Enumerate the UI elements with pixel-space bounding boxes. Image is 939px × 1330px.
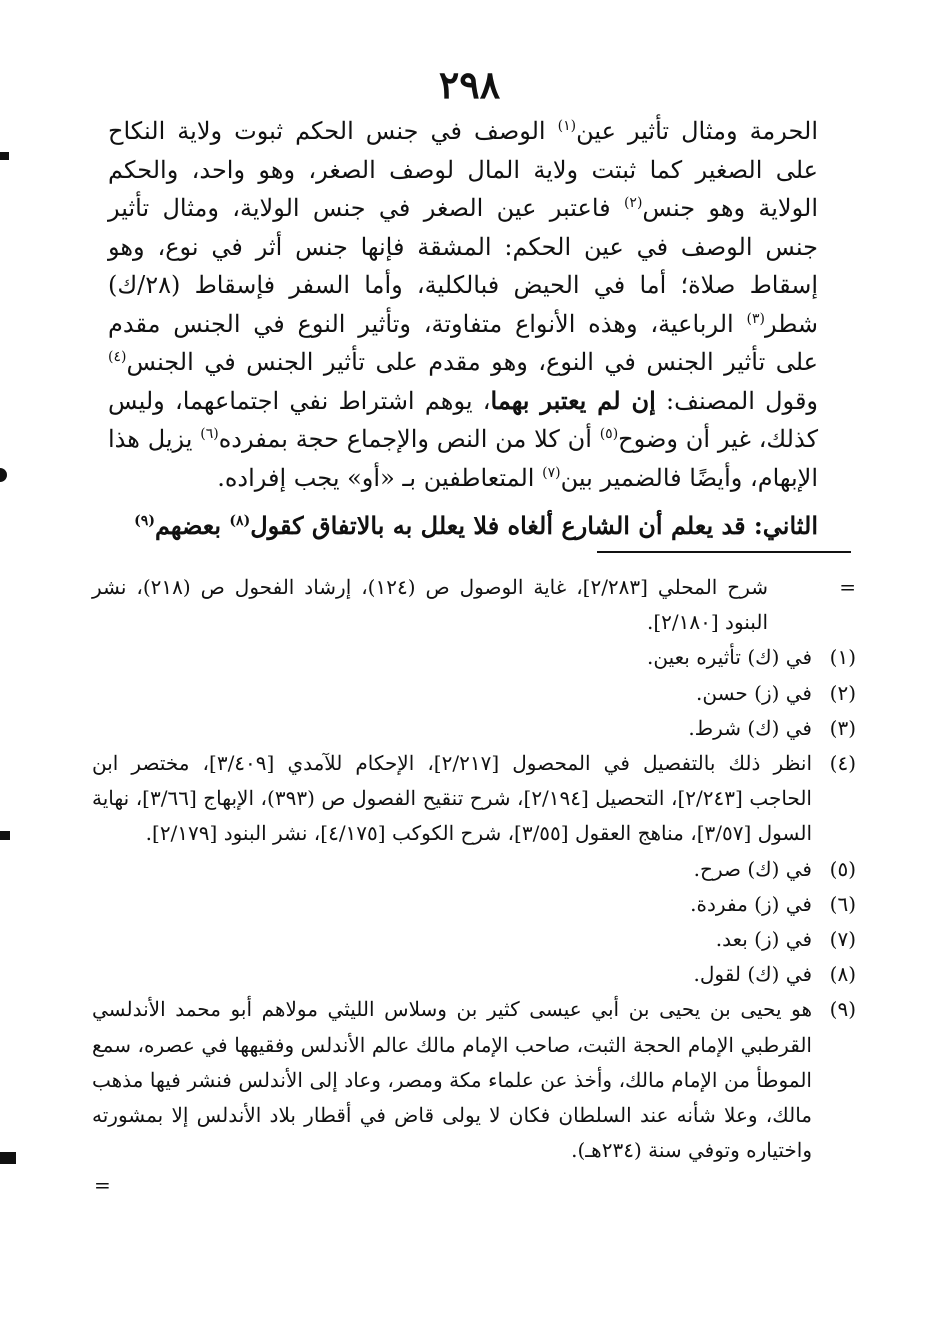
continuation-mark: = <box>94 1173 111 1198</box>
footnote-3 <box>92 711 856 746</box>
paragraph-2 <box>108 507 818 546</box>
footnote-number: = <box>839 575 856 599</box>
footnote-7 <box>92 922 856 957</box>
text-run: فاعتبر عين الصغر في جنس الولاية، ومثال تأثير جنس الوصف في عين الحكم: المشقة فإنها جنس أثر في نوع، وهو إسقاط صلاة؛ أما في الحيض فبالكلية، وأما السفر فإسقاط (٢٨/ك) شطر <box>108 194 818 338</box>
footnote-number: (٤) <box>829 751 856 776</box>
text-run: ، يوهم اشتراط نفي اجتماعهما، وليس كذلك، غير أن وضوح <box>108 386 818 453</box>
scan-edge-mark <box>0 831 10 840</box>
footnote-number: (٧) <box>829 927 856 952</box>
footnote-ref-9[interactable]: (٩) <box>134 513 155 529</box>
footnote-ref-4[interactable]: (٤) <box>108 349 127 365</box>
footnote-text: انظر ذلك بالتفصيل في المحصول [٢/٢١٧]، الإحكام للآمدي [٣/٤٠٩]، مختصر ابن الحاجب [٢/٢٤٣]، التحصيل [٢/١٩٤]، شرح تنقيح الفصول ص (٣٩٣)، الإبهاج [٣/٦٦]، نهاية السول [٣/٥٧]، مناهج العقول [٣/٥٥]، شرح الكوكب [٤/١٧٥]، نشر البنود [٢/١٧٩]. <box>92 751 813 846</box>
footnotes <box>92 570 856 1204</box>
footnote-9 <box>92 992 856 1168</box>
quoted-phrase: إن لم يعتبر بهما <box>490 385 656 415</box>
footnote-text: شرح المحلي [٢/٢٨٣]، غاية الوصول ص (١٢٤)، إرشاد الفحول ص (٢١٨)، نشر البنود [٢/١٨٠]. <box>92 575 769 635</box>
footnote-ref-1[interactable]: (١) <box>557 118 577 134</box>
footnote-ref-2[interactable]: (٢) <box>623 195 643 211</box>
text-run: وقول المصنف: <box>655 386 819 415</box>
footnote-number: (٥) <box>829 856 856 881</box>
footnote-text: في (ك) تأثيره بعين. <box>647 645 812 670</box>
footnote-ref-3[interactable]: (٣) <box>746 310 765 327</box>
footnote-2 <box>92 676 856 711</box>
footnote-divider <box>597 551 851 553</box>
text-run: الرباعية، وهذه الأنواع متفاوتة، وتأثير النوع في الجنس مقدم على تأثير الجنس في النوع، وهو مقدم على تأثير الجنس في الجنس <box>108 309 818 376</box>
footnote-1 <box>92 640 856 675</box>
footnote-text: في (ك) شرط. <box>688 715 812 740</box>
text-run: المتعاطفين بـ «أو» يجب إفراده. <box>217 463 543 492</box>
footnote-ref-8[interactable]: (٨) <box>229 513 251 529</box>
text-run: الوصف في جنس الحكم ثبوت ولاية النكاح على الصغير كما ثبتت ولاية المال لوصف الصغر، وهو واحد، والحكم الولاية وهو جنس <box>108 117 818 222</box>
text-run: الثاني: قد يعلم أن الشارع ألغاه فلا يعلل به بالاتفاق كقول <box>250 511 818 540</box>
scan-edge-mark <box>0 152 9 160</box>
paragraph-1 <box>108 112 818 497</box>
footnote-text: في (ز) حسن. <box>696 680 812 705</box>
footnote-continuation <box>92 570 856 640</box>
footnote-text: في (ز) بعد. <box>715 927 812 952</box>
footnote-text: في (ك) صرح. <box>693 856 812 881</box>
footnote-number: (٨) <box>829 962 856 987</box>
text-run: الحرمة ومثال تأثير عين <box>576 117 818 145</box>
scan-edge-mark <box>0 468 7 482</box>
footnote-number: (٣) <box>829 715 856 740</box>
page-number: ٢٩٨ <box>438 62 501 107</box>
footnote-text: في (ك) لقول. <box>693 962 812 987</box>
footnote-ref-7[interactable]: (٧) <box>542 464 561 481</box>
footnote-number: (٢) <box>829 680 856 705</box>
scan-edge-mark <box>0 1152 16 1164</box>
footnote-ref-5[interactable]: (٥) <box>599 426 619 442</box>
footnote-6 <box>92 887 856 922</box>
footnote-8 <box>92 957 856 992</box>
text-run: يزيل هذا الإبهام، وأيضًا فالضمير بين <box>108 425 818 492</box>
footnote-number: (١) <box>829 645 856 670</box>
text-run: بعضهم <box>154 511 230 540</box>
footnote-ref-6[interactable]: (٦) <box>200 426 219 442</box>
footnote-number: (٩) <box>829 997 856 1022</box>
text-run: أن كلا من النص والإجماع حجة بمفرده <box>218 425 600 453</box>
footnote-number: (٦) <box>829 891 856 916</box>
footnote-4 <box>92 746 856 852</box>
main-text <box>108 112 818 546</box>
footnote-text: هو يحيى بن يحيى بن أبي عيسى كثير بن وسلاس الليثي مولاهم أبو محمد الأندلسي القرطبي الإمام الحجة الثبت، صاحب الإمام مالك عالم الأندلس وفقيهها في عصره، سمع الموطأ من الإمام مالك، وأخذ عن علماء مكة ومصر، وعاد إلى الأندلس فنشر فيها مذهب مالك، وعلا شأنه عند السلطان فكان لا يولى قاض في أقطار بلاد الأندلس إلا بمشورته واختياره وتوفي سنة (٢٣٤هـ). <box>92 997 812 1163</box>
footnote-5 <box>92 852 856 887</box>
footnote-text: في (ز) مفردة. <box>690 891 812 916</box>
